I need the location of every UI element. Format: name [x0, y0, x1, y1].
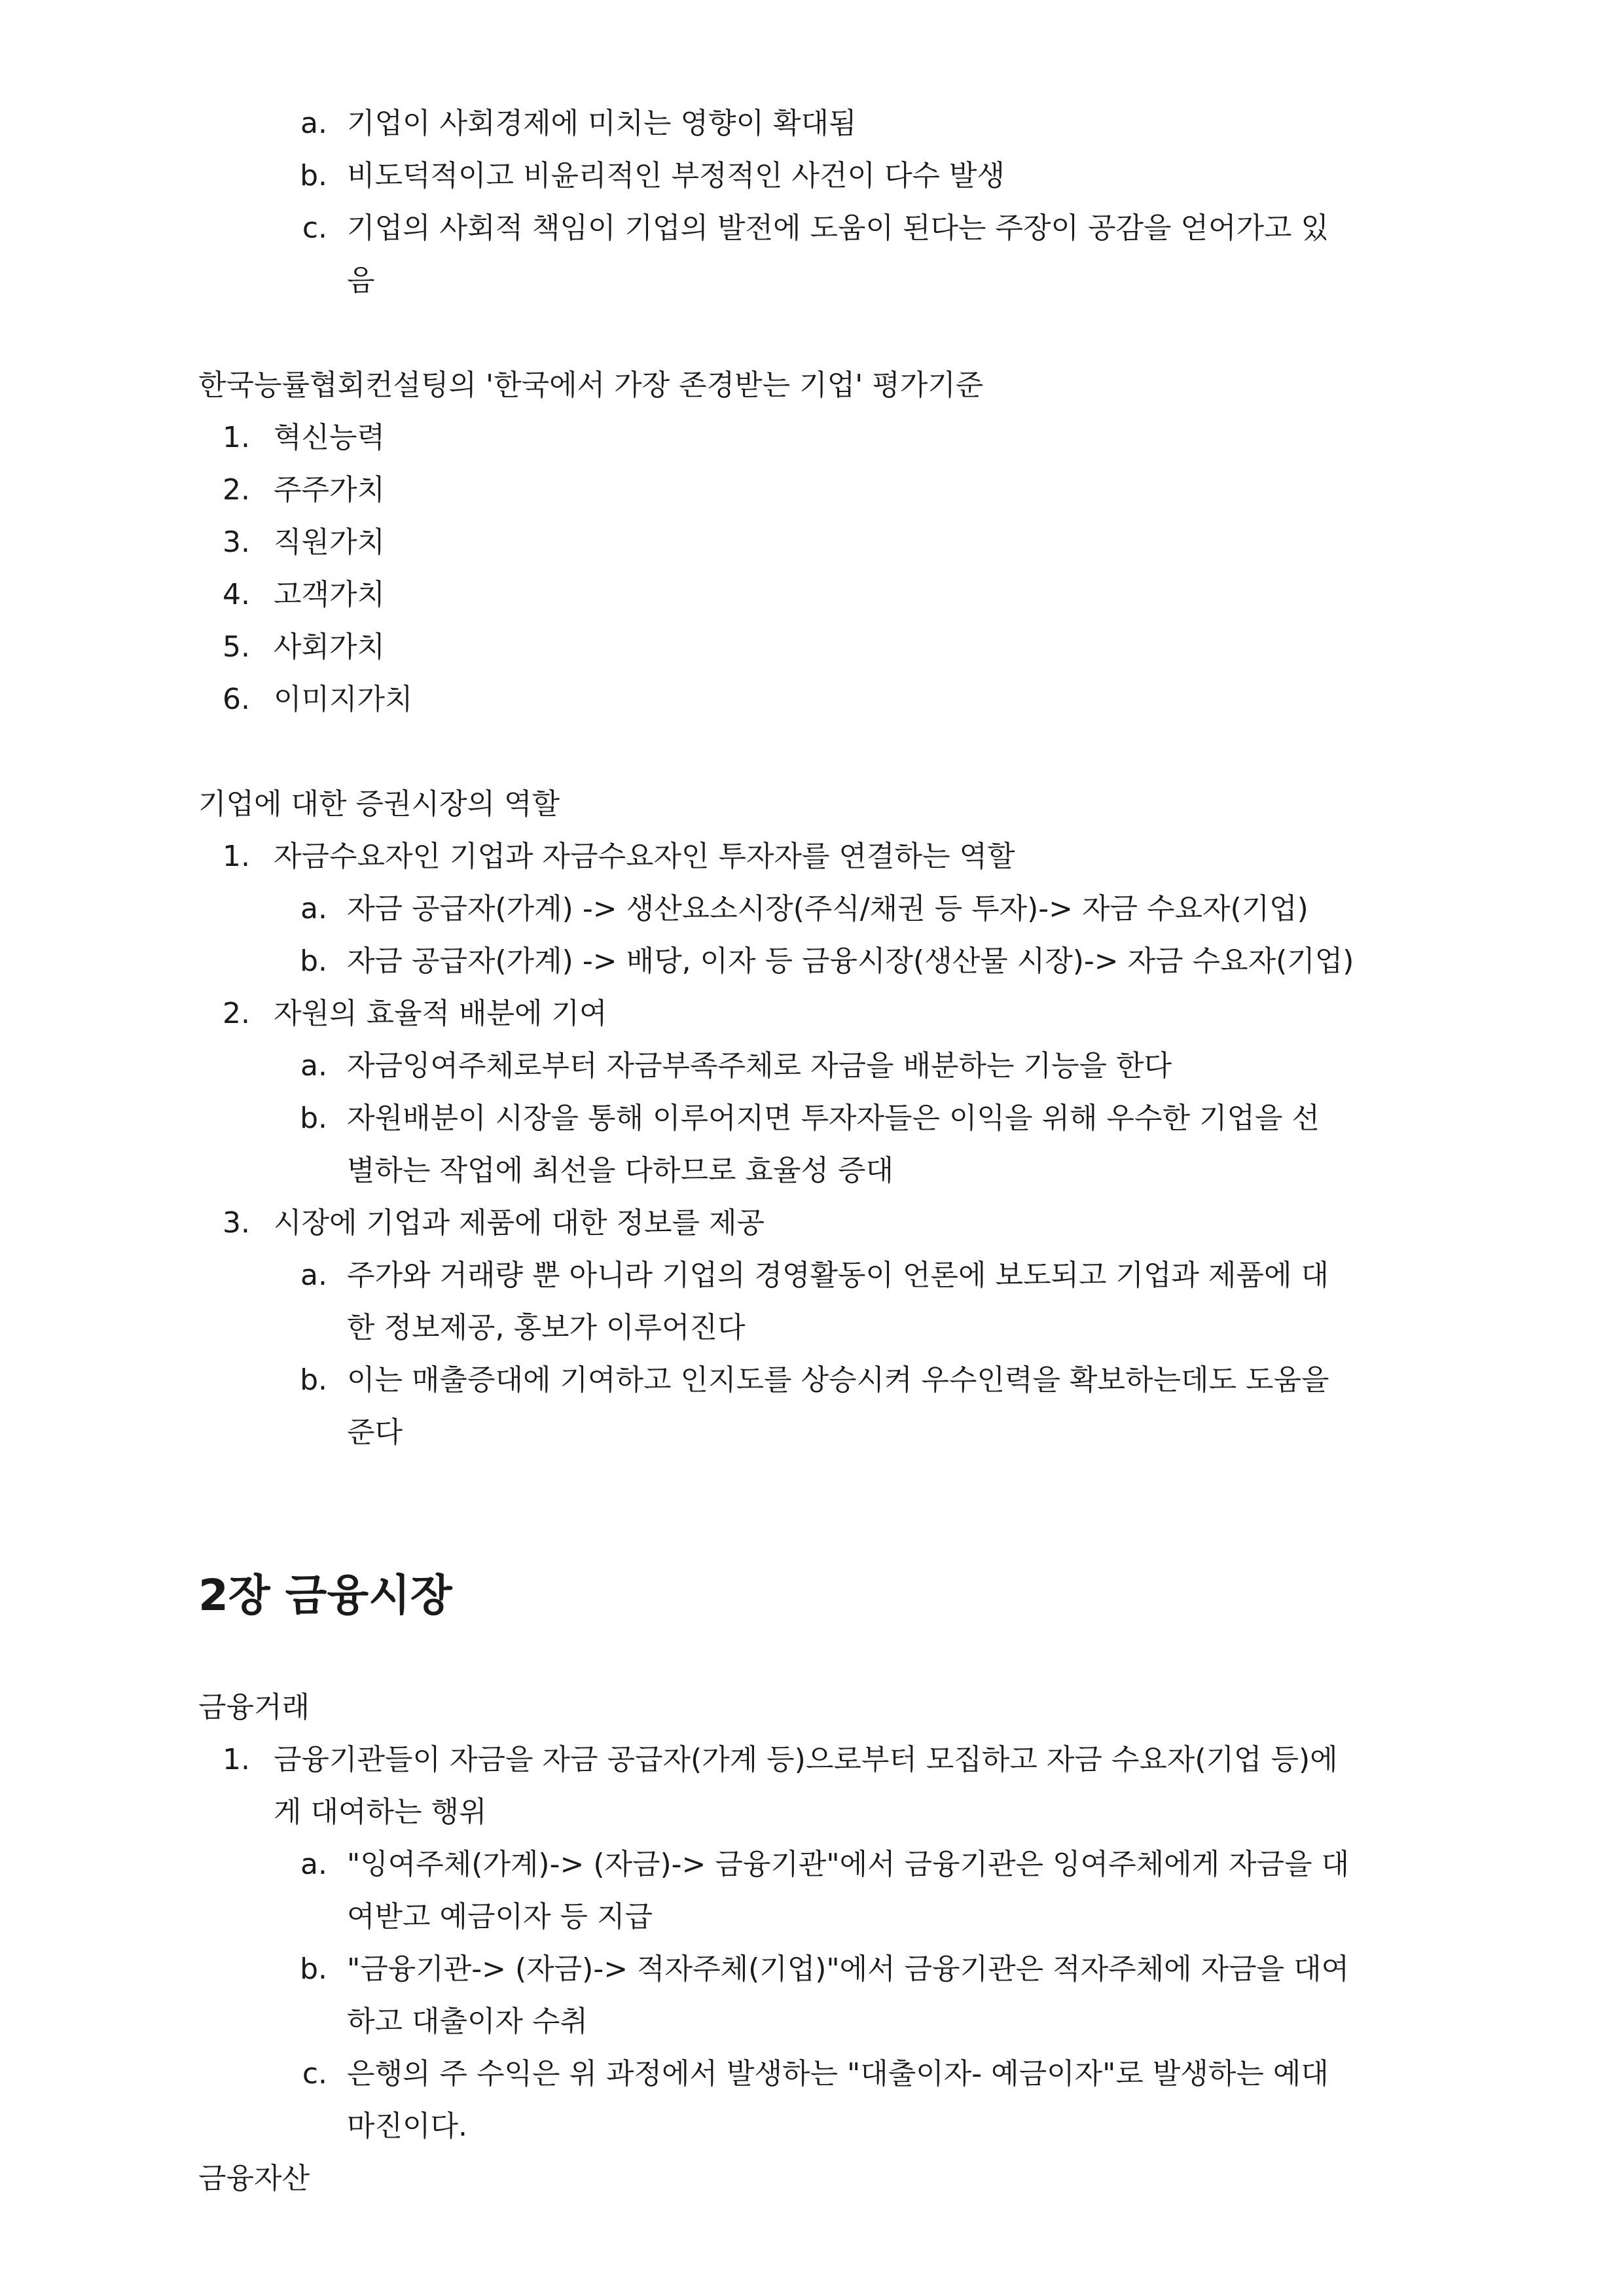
list-marker: c.: [302, 211, 327, 245]
list-marker: 1.: [223, 840, 250, 873]
section-heading-assets: 금융자산: [198, 2162, 310, 2195]
list-item-text: 게 대여하는 행위: [274, 1795, 487, 1829]
list-item-text: 자금 공급자(가계) -> 배당, 이자 등 금융시장(생산물 시장)-> 자금 수요자(기업): [347, 944, 1354, 978]
list-marker: b.: [300, 944, 327, 978]
list-item-text: 이미지가치: [274, 683, 413, 716]
list-item-text: 자금수요자인 기업과 자금수요자인 투자자를 연결하는 역할: [274, 840, 1015, 873]
list-item-text: 자금잉여주체로부터 자금부족주체로 자금을 배분하는 기능을 한다: [347, 1049, 1172, 1083]
list-item-text: 주주가치: [274, 473, 386, 507]
list-item-text: 기업의 사회적 책임이 기업의 발전에 도움이 된다는 주장이 공감을 얻어가고 있: [347, 211, 1329, 245]
section-heading-market: 기업에 대한 증권시장의 역할: [198, 787, 560, 821]
list-item-text: 혁신능력: [274, 421, 386, 454]
list-item-text: 한 정보제공, 홍보가 이루어진다: [347, 1311, 746, 1344]
list-item-text: 금융기관들이 자금을 자금 공급자(가계 등)으로부터 모집하고 자금 수요자(기업 등)에: [274, 1743, 1338, 1776]
list-item-text: 자금 공급자(가계) -> 생산요소시장(주식/채권 등 투자)-> 자금 수요자(기업): [347, 892, 1308, 925]
list-item-text: 사회가치: [274, 630, 386, 664]
list-item-text: 고객가치: [274, 578, 386, 611]
list-marker: 3.: [223, 1206, 250, 1240]
list-marker: a.: [300, 1848, 327, 1881]
section-heading-criteria: 한국능률협회컨설팅의 '한국에서 가장 존경받는 기업' 평가기준: [198, 368, 984, 402]
list-marker: 6.: [223, 683, 250, 716]
list-marker: b.: [300, 1363, 327, 1397]
list-marker: a.: [300, 892, 327, 925]
list-item-text: 자원의 효율적 배분에 기여: [274, 997, 607, 1030]
list-marker: 2.: [223, 473, 250, 507]
list-item-text: 기업이 사회경제에 미치는 영향이 확대됨: [347, 107, 857, 140]
list-marker: a.: [300, 1049, 327, 1083]
list-item-text: 은행의 주 수익은 위 과정에서 발생하는 "대출이자- 예금이자"로 발생하는 예대: [347, 2057, 1329, 2090]
list-marker: b.: [300, 1952, 327, 1986]
list-item-text: 여받고 예금이자 등 지급: [347, 1900, 653, 1933]
list-marker: 3.: [223, 526, 250, 559]
list-item-text: 별하는 작업에 최선을 다하므로 효율성 증대: [347, 1154, 894, 1187]
list-item-text: 이는 매출증대에 기여하고 인지도를 상승시켜 우수인력을 확보하는데도 도움을: [347, 1363, 1329, 1397]
list-item-text: 비도덕적이고 비윤리적인 부정적인 사건이 다수 발생: [347, 159, 1005, 192]
list-marker: c.: [302, 2057, 327, 2090]
list-item-text: 음: [347, 264, 375, 297]
section-heading-finance: 금융거래: [198, 1691, 310, 1724]
list-marker: b.: [300, 1102, 327, 1135]
list-marker: 2.: [223, 997, 250, 1030]
list-marker: a.: [300, 107, 327, 140]
list-item-text: 시장에 기업과 제품에 대한 정보를 제공: [274, 1206, 765, 1240]
list-item-text: 주가와 거래량 뿐 아니라 기업의 경영활동이 언론에 보도되고 기업과 제품에 대: [347, 1259, 1329, 1292]
list-marker: 4.: [223, 578, 250, 611]
list-marker: b.: [300, 159, 327, 192]
list-item-text: 자원배분이 시장을 통해 이루어지면 투자자들은 이익을 위해 우수한 기업을 선: [347, 1102, 1320, 1135]
list-marker: 5.: [223, 630, 250, 664]
list-item-text: 준다: [347, 1416, 403, 1449]
list-item-text: 마진이다.: [347, 2109, 468, 2143]
list-marker: 1.: [223, 1743, 250, 1776]
list-item-text: 직원가치: [274, 526, 386, 559]
list-marker: 1.: [223, 421, 250, 454]
list-item-text: "잉여주체(가계)-> (자금)-> 금융기관"에서 금융기관은 잉여주체에게 자금을 대: [347, 1848, 1350, 1881]
list-item-text: "금융기관-> (자금)-> 적자주체(기업)"에서 금융기관은 적자주체에 자금을 대여: [347, 1952, 1350, 1986]
chapter-title: 2장 금융시장: [198, 1570, 452, 1621]
list-marker: a.: [300, 1259, 327, 1292]
list-item-text: 하고 대출이자 수취: [347, 2005, 588, 2038]
